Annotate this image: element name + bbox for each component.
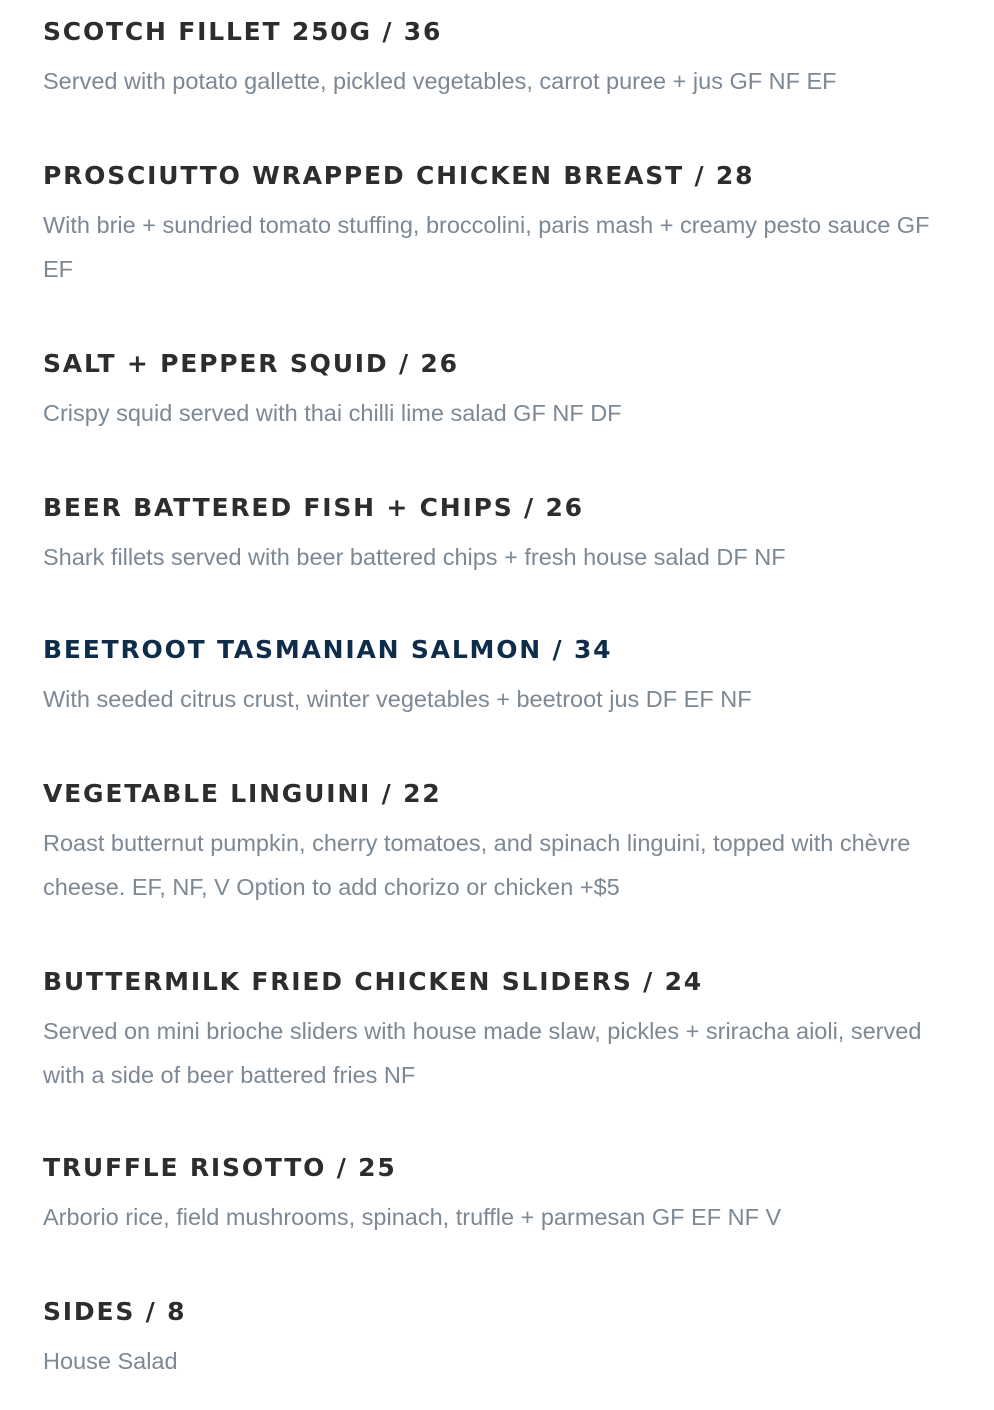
menu-item-scotch-fillet	[43, 15, 948, 103]
menu-item-title: BEETROOT TASMANIAN SALMON / 34	[43, 635, 613, 664]
menu-item-beetroot-salmon	[43, 633, 948, 721]
menu-item-prosciutto-chicken	[43, 159, 948, 291]
menu-item-chicken-sliders	[43, 965, 948, 1097]
menu-item-title: PROSCIUTTO WRAPPED CHICKEN BREAST / 28	[43, 161, 755, 190]
menu-item-description: House Salad	[43, 1348, 178, 1374]
menu-item-title: BUTTERMILK FRIED CHICKEN SLIDERS / 24	[43, 967, 703, 996]
menu-item-description: With seeded citrus crust, winter vegetables + beetroot jus DF EF NF	[43, 686, 752, 712]
menu-item-title: BEER BATTERED FISH + CHIPS / 26	[43, 493, 584, 522]
menu-item-salt-pepper-squid	[43, 347, 948, 435]
menu-item-sides	[43, 1295, 948, 1383]
menu-item-title: SALT + PEPPER SQUID / 26	[43, 349, 459, 378]
menu-item-title: SIDES / 8	[43, 1297, 187, 1326]
menu-item-description: Served with potato gallette, pickled vegetables, carrot puree + jus GF NF EF	[43, 68, 837, 94]
menu-item-description: Arborio rice, field mushrooms, spinach, truffle + parmesan GF EF NF V	[43, 1204, 782, 1230]
menu-item-description: Roast butternut pumpkin, cherry tomatoes, and spinach linguini, topped with chèvre cheese. EF, NF, V Option to add chorizo or chicken +$5	[43, 830, 911, 900]
menu-item-vegetable-linguini	[43, 777, 948, 909]
menu-item-description: Shark fillets served with beer battered chips + fresh house salad DF NF	[43, 544, 786, 570]
menu-item-description: Crispy squid served with thai chilli lime salad GF NF DF	[43, 400, 622, 426]
menu-item-truffle-risotto	[43, 1151, 948, 1239]
menu-item-title: VEGETABLE LINGUINI / 22	[43, 779, 442, 808]
menu-item-title: SCOTCH FILLET 250G / 36	[43, 17, 443, 46]
menu-item-title: TRUFFLE RISOTTO / 25	[43, 1153, 397, 1182]
menu-item-description: With brie + sundried tomato stuffing, broccolini, paris mash + creamy pesto sauce GF EF	[43, 212, 930, 282]
menu-item-description: Served on mini brioche sliders with house made slaw, pickles + sriracha aioli, served with a side of beer battered fries NF	[43, 1018, 922, 1088]
menu-item-fish-chips	[43, 491, 948, 579]
